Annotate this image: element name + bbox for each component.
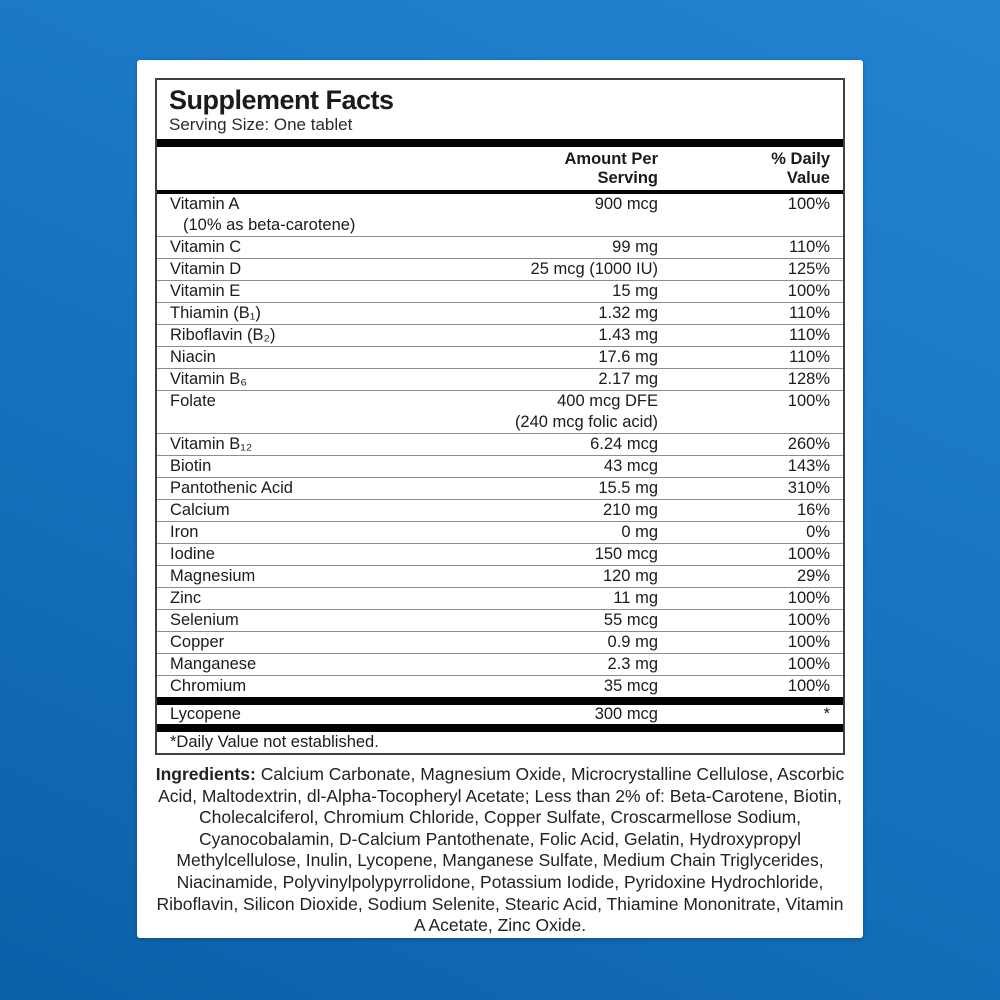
nutrient-amount: 1.43 mg bbox=[598, 326, 658, 344]
nutrient-daily-value: 100% bbox=[787, 633, 830, 651]
nutrient-amount: 1.32 mg bbox=[598, 304, 658, 322]
divider-bar-post-lycopene bbox=[157, 724, 843, 732]
nutrient-name: Iodine bbox=[170, 545, 215, 563]
nutrient-amount: 2.17 mg bbox=[598, 370, 658, 388]
nutrient-row bbox=[157, 433, 843, 455]
nutrient-row bbox=[157, 675, 843, 697]
nutrient-row bbox=[157, 455, 843, 477]
nutrient-name: Pantothenic Acid bbox=[170, 479, 293, 497]
column-header-daily-value bbox=[658, 150, 843, 188]
nutrient-row bbox=[157, 587, 843, 609]
nutrient-row bbox=[157, 477, 843, 499]
nutrient-amount: 210 mg bbox=[602, 501, 658, 519]
nutrient-name: Vitamin E bbox=[170, 282, 241, 300]
nutrient-amount: 55 mcg bbox=[603, 611, 658, 629]
nutrient-row bbox=[157, 631, 843, 653]
ingredients-label: Ingredients: bbox=[155, 764, 256, 784]
nutrient-row bbox=[157, 258, 843, 280]
nutrient-name: Vitamin A bbox=[170, 195, 240, 213]
nutrient-daily-value: 100% bbox=[787, 677, 830, 695]
nutrient-daily-value: 110% bbox=[789, 348, 830, 366]
nutrient-name: Vitamin B₆ bbox=[170, 370, 247, 388]
nutrient-daily-value: 16% bbox=[796, 501, 830, 519]
nutrient-daily-value: 110% bbox=[789, 238, 830, 256]
nutrient-row bbox=[157, 194, 843, 236]
ingredients-text: Calcium Carbonate, Magnesium Oxide, Microcrystalline Cellulose, Ascorbic Acid, Maltodextrin, dl-Alpha-Tocopheryl Acetate; Less than 2% of: Beta-Carotene, Biotin, Cholecalciferol, Chromium Chloride, Copper Sulfate, Croscarmellose Sodium, Cyanocobalamin, D-Calcium Pantothenate, Folic Acid, Gelatin, Hydroxypropyl Methylcellulose, Inulin, Lycopene, Manganese Sulfate, Medium Chain Triglycerides, Niacinamide, Polyvinylpolypyrrolidone, Potassium Iodide, Pyridoxine Hydrochloride, Riboflavin, Silicon Dioxide, Sodium Selenite, Stearic Acid, Thiamine Mononitrate, Vitamin A Acetate, Zinc Oxide. bbox=[156, 764, 845, 936]
nutrient-row bbox=[157, 609, 843, 631]
nutrient-row bbox=[157, 543, 843, 565]
nutrient-daily-value: 128% bbox=[787, 370, 830, 388]
nutrient-name: Lycopene bbox=[170, 705, 241, 723]
nutrient-amount: 15.5 mg bbox=[598, 479, 658, 497]
nutrient-row bbox=[157, 653, 843, 675]
nutrient-daily-value: 29% bbox=[796, 567, 830, 585]
nutrient-amount: 900 mcg bbox=[594, 195, 658, 213]
nutrient-row-lycopene bbox=[157, 705, 843, 724]
nutrient-name: Folate bbox=[170, 392, 216, 410]
nutrient-row bbox=[157, 280, 843, 302]
nutrient-name: Iron bbox=[170, 523, 199, 541]
nutrient-daily-value: 110% bbox=[789, 326, 830, 344]
nutrient-name: Magnesium bbox=[170, 567, 256, 585]
nutrient-amount: 6.24 mcg bbox=[590, 435, 658, 453]
serving-size: Serving Size: One tablet bbox=[169, 115, 353, 134]
nutrient-daily-value: 143% bbox=[787, 457, 830, 475]
nutrient-amount: 0.9 mg bbox=[607, 633, 658, 651]
daily-value-footnote: *Daily Value not established. bbox=[170, 733, 379, 751]
nutrient-name: Niacin bbox=[170, 348, 216, 366]
ingredients-paragraph bbox=[155, 764, 845, 937]
nutrient-row bbox=[157, 499, 843, 521]
nutrient-row bbox=[157, 324, 843, 346]
column-header-dv-line2: Value bbox=[786, 169, 830, 187]
nutrient-row bbox=[157, 368, 843, 390]
nutrient-daily-value: 125% bbox=[787, 260, 830, 278]
nutrient-name-note: (10% as beta-carotene) bbox=[183, 216, 356, 234]
column-header-amount bbox=[432, 150, 658, 188]
nutrient-name: Zinc bbox=[170, 589, 202, 607]
nutrient-daily-value: * bbox=[823, 705, 830, 723]
nutrient-daily-value: 0% bbox=[806, 523, 830, 541]
nutrient-daily-value: 100% bbox=[787, 195, 830, 213]
nutrient-amount: 43 mcg bbox=[603, 457, 658, 475]
nutrient-name: Vitamin C bbox=[170, 238, 242, 256]
label-title: Supplement Facts bbox=[169, 85, 394, 115]
nutrient-daily-value: 100% bbox=[787, 589, 830, 607]
column-header-amount-line1: Amount Per bbox=[564, 150, 658, 168]
nutrient-row bbox=[157, 346, 843, 368]
nutrient-name: Biotin bbox=[170, 457, 212, 475]
nutrient-daily-value: 100% bbox=[787, 611, 830, 629]
nutrient-name: Manganese bbox=[170, 655, 257, 673]
nutrient-amount: 400 mcg DFE bbox=[557, 392, 658, 410]
nutrient-amount: 35 mcg bbox=[603, 677, 658, 695]
nutrient-daily-value: 100% bbox=[787, 545, 830, 563]
nutrient-name: Selenium bbox=[170, 611, 239, 629]
nutrient-row bbox=[157, 521, 843, 543]
nutrient-row bbox=[157, 390, 843, 433]
nutrient-amount: 150 mcg bbox=[594, 545, 658, 563]
supplement-facts-box bbox=[155, 78, 845, 755]
divider-bar-pre-lycopene bbox=[157, 697, 843, 705]
nutrient-amount: 300 mcg bbox=[594, 705, 658, 723]
nutrient-daily-value: 310% bbox=[787, 479, 830, 497]
nutrient-amount-note: (240 mcg folic acid) bbox=[514, 413, 658, 431]
nutrient-daily-value: 100% bbox=[787, 392, 830, 410]
nutrient-name: Chromium bbox=[170, 677, 247, 695]
nutrient-name: Vitamin B₁₂ bbox=[170, 435, 253, 453]
divider-bar-top bbox=[157, 139, 843, 147]
nutrient-name: Copper bbox=[170, 633, 225, 651]
nutrient-daily-value: 110% bbox=[789, 304, 830, 322]
column-header-dv-line1: % Daily bbox=[771, 150, 830, 168]
nutrient-amount: 25 mcg (1000 IU) bbox=[530, 260, 658, 278]
nutrient-amount: 120 mg bbox=[602, 567, 658, 585]
nutrient-row bbox=[157, 565, 843, 587]
nutrient-name: Calcium bbox=[170, 501, 230, 519]
column-header-amount-line2: Serving bbox=[597, 169, 658, 187]
nutrient-name: Thiamin (B₁) bbox=[170, 304, 261, 322]
nutrient-amount: 17.6 mg bbox=[598, 348, 658, 366]
nutrient-name: Vitamin D bbox=[170, 260, 242, 278]
nutrient-amount: 0 mg bbox=[621, 523, 658, 541]
column-header-row bbox=[157, 147, 843, 190]
nutrient-name: Riboflavin (B₂) bbox=[170, 326, 276, 344]
nutrient-row bbox=[157, 302, 843, 324]
nutrient-amount: 99 mg bbox=[612, 238, 658, 256]
nutrient-daily-value: 260% bbox=[787, 435, 830, 453]
nutrient-row bbox=[157, 236, 843, 258]
nutrient-amount: 2.3 mg bbox=[607, 655, 658, 673]
nutrient-amount: 11 mg bbox=[613, 589, 658, 607]
nutrient-rows bbox=[157, 194, 843, 697]
label-panel bbox=[137, 60, 863, 938]
nutrient-daily-value: 100% bbox=[787, 655, 830, 673]
nutrient-daily-value: 100% bbox=[787, 282, 830, 300]
nutrient-amount: 15 mg bbox=[612, 282, 658, 300]
